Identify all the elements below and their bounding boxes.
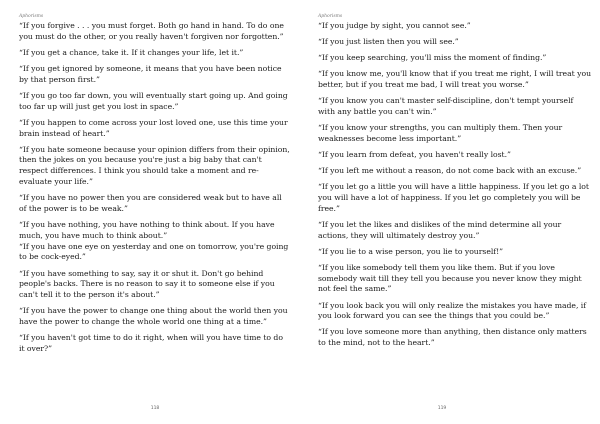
quote: “If you love someone more than anything, then distance only matters to the mind, not to the heart.” [318, 327, 587, 348]
quote: “If you get ignored by someone, it means that you have been notice by that person first.” [19, 63, 282, 84]
quote: “If you go too far down, you will eventually start going up. And going too far up will just get you lost in space.” [19, 90, 288, 111]
quote: “If you know your strengths, you can multiply them. Then your weaknesses become less important.” [318, 123, 563, 143]
quote: “If you have the power to change one thing about the world then you have the power to change the whole world one thing at a time.” [19, 306, 288, 326]
quote: “If you look back you will only realize the mistakes you have made, if you look forward you can see the things that you could be.” [318, 300, 587, 321]
running-head: Aphorisms [318, 14, 343, 19]
quote: “If you have nothing, you have nothing to think about. If you have much, you have much to think about.” [19, 220, 275, 240]
running-head: Aphorisms [19, 14, 44, 19]
page-number: 119 [437, 406, 447, 411]
quote: “If you haven't got time to do it right, when will you have time to do it over?” [19, 333, 283, 353]
quote: “If you get a chance, take it. If it changes your life, let it.” [19, 47, 244, 57]
quote: “If you know you can't master self-discipline, don't tempt yourself with any battle you can't win.” [318, 96, 574, 116]
quote: “If you learn from defeat, you haven't really lost.” [318, 149, 511, 159]
quote: “If you let the likes and dislikes of the mind determine all your actions, they will ultimately destroy you.” [318, 219, 562, 240]
quote: “If you keep searching, you'll miss the moment of finding.” [318, 53, 547, 63]
quote: “If you have something to say, say it or shut it. Don't go behind people's backs. There is no reason to say it to someone else if you can't tell it to the person it's about.” [19, 268, 275, 300]
page-number: 118 [150, 406, 160, 411]
quote: “If you forgive . . . you must forget. Both go hand in hand. To do one you must do the other, or you really haven't forgiven nor forgotten.” [19, 21, 284, 41]
right-page [300, 0, 600, 424]
quote: “If you hate someone because your opinion differs from their opinion, then the jokes on you because you're just a big baby that can't respect differences. I think you should take a moment and re-evaluate your life.” [19, 144, 290, 187]
quote: “If you know me, you'll know that if you treat me right, I will treat you better, but if you treat me bad, I will treat you worse.” [318, 69, 592, 90]
quote: “If you have one eye on yesterday and one on tomorrow, you're going to be cock-eyed.” [19, 241, 289, 262]
quote: “If you just listen then you will see.” [318, 37, 459, 47]
quote: “If you happen to come across your lost loved one, use this time your brain instead of heart.” [19, 117, 288, 138]
quote: “If you left me without a reason, do not come back with an excuse.” [318, 166, 582, 176]
quote: “If you like somebody tell them you like them. But if you love somebody wait till they tell you because you never know they might not feel the same.” [318, 262, 582, 294]
quote: “If you lie to a wise person, you lie to yourself!” [318, 246, 504, 256]
quote: “If you judge by sight, you cannot see.” [318, 21, 471, 30]
quote: “If you have no power then you are considered weak but to have all of the power is to be weak.” [19, 193, 282, 213]
quote: “If you let go a little you will have a little happiness. If you let go a lot you will have a lot of happiness. If you let go completely you will be free.” [318, 182, 589, 213]
